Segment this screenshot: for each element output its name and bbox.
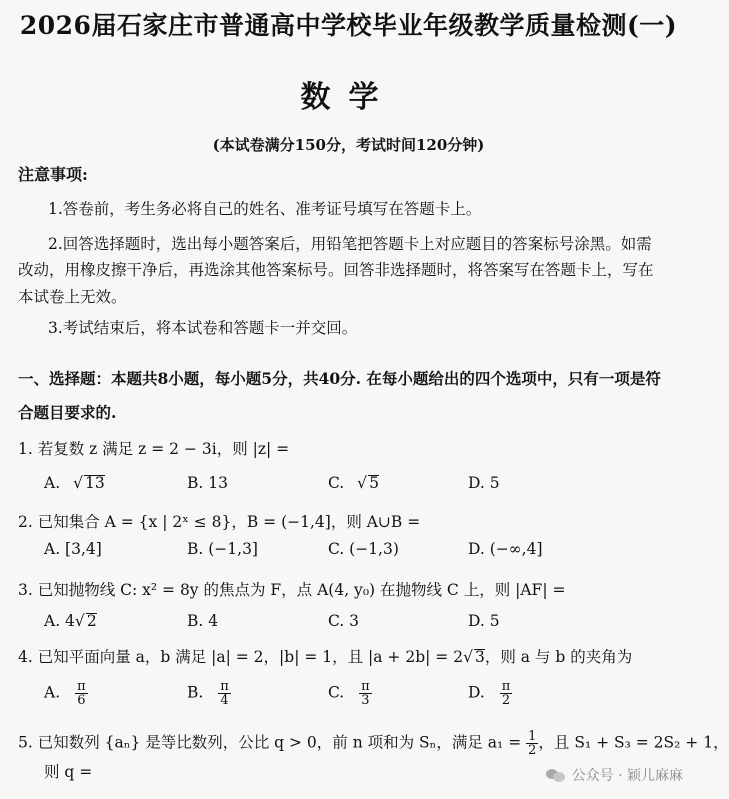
notice-item: 1.答卷前，考生务必将自己的姓名、准考证号填写在答题卡上。	[48, 200, 482, 218]
option-label: C.	[328, 474, 345, 492]
subject-title: 数学	[300, 80, 397, 115]
notice-item: 3.考试结束后，将本试卷和答题卡一并交回。	[48, 319, 358, 337]
sqrt-value: 3	[474, 648, 485, 666]
watermark-text: 公众号 · 颖儿麻麻	[571, 768, 683, 784]
question-2-stem: 2. 已知集合 A = {x | 2ˣ ≤ 8}，B = (−1,4]，则 A∪B =	[18, 513, 421, 531]
sqrt-value: 5	[369, 474, 379, 492]
exam-title: 2026届石家庄市普通高中学校毕业年级教学质量检测(一)	[19, 11, 678, 40]
q4-option-c	[328, 680, 372, 707]
fraction: $\frac{1}{2}$	[528, 729, 537, 758]
exam-info: (本试卷满分150分，考试时间120分钟)	[212, 136, 485, 154]
watermark	[546, 765, 683, 785]
question-5-stem-cont: 则 q =	[44, 763, 93, 781]
notice-heading: 注意事项:	[18, 165, 88, 184]
q1-option-c: C. √ 5	[328, 474, 379, 492]
stem-text: ，且 S₁ + S₃ = 2S₂ + 1，	[538, 733, 729, 752]
notice-item: 2.回答选择题时，选出每小题答案后，用铅笔把答题卡上对应题目的答案标号涂黑。如需	[48, 235, 652, 253]
fraction: $\frac{\pi}{6}$	[77, 679, 86, 708]
notice-item: 本试卷上无效。	[18, 288, 127, 306]
option-label: A.	[44, 683, 61, 702]
q4-option-a	[44, 680, 88, 707]
q1-option-d: D. 5	[468, 474, 500, 492]
stem-text: 5. 已知数列 {aₙ} 是等比数列，公比 q > 0，前 n 项和为 Sₙ，满足 a₁ =	[18, 733, 522, 752]
q3-option-c: C. 3	[328, 612, 360, 630]
stem-text: ，则 a 与 b 的夹角为	[484, 648, 633, 666]
stem-text: 4. 已知平面向量 a，b 满足 |a| = 2，|b| = 1，且 |a + 2b| = 2	[18, 648, 464, 666]
fraction: $\frac{\pi}{3}$	[361, 679, 370, 708]
q3-option-a: A. 4√ 2	[44, 612, 97, 630]
sqrt-value: 2	[86, 612, 97, 630]
q4-option-b	[187, 680, 231, 707]
question-3-stem: 3. 已知抛物线 C: x² = 8y 的焦点为 F，点 A(4, y₀) 在抛物线 C 上，则 |AF| =	[18, 581, 566, 599]
q1-option-a: A. √ 13	[44, 474, 105, 492]
question-5-stem	[18, 730, 729, 757]
sqrt-value: 13	[84, 474, 105, 492]
option-label: C.	[328, 683, 345, 702]
option-label: A.	[44, 474, 61, 492]
question-1-stem: 1. 若复数 z 满足 z = 2 − 3i，则 |z| =	[18, 440, 290, 458]
q3-option-d: D. 5	[468, 612, 500, 630]
q1-option-b: B. 13	[187, 474, 228, 492]
question-4-stem: 4. 已知平面向量 a，b 满足 |a| = 2，|b| = 1，且 |a + 2b| = 2√ 3，则 a 与 b 的夹角为	[18, 648, 633, 666]
fraction: $\frac{\pi}{4}$	[220, 679, 229, 708]
q2-option-b: B. (−1,3]	[187, 540, 258, 558]
notice-item: 改动，用橡皮擦干净后，再选涂其他答案标号。回答非选择题时，将答案写在答题卡上，写在	[18, 261, 654, 279]
q3-option-b: B. 4	[187, 612, 219, 630]
fraction: $\frac{\pi}{2}$	[501, 679, 511, 708]
option-label: B.	[187, 683, 204, 702]
option-label: D.	[468, 683, 485, 702]
wechat-icon	[546, 767, 566, 783]
option-label: A. 4	[44, 612, 75, 630]
q4-option-d	[468, 680, 512, 707]
section-heading: 一、选择题：本题共8小题，每小题5分，共40分. 在每小题给出的四个选项中，只有一项是符	[18, 369, 661, 388]
q2-option-c: C. (−1,3)	[328, 540, 399, 558]
q2-option-a: A. [3,4]	[44, 540, 102, 558]
section-heading-cont: 合题目要求的.	[18, 403, 117, 422]
q2-option-d: D. (−∞,4]	[468, 540, 543, 558]
